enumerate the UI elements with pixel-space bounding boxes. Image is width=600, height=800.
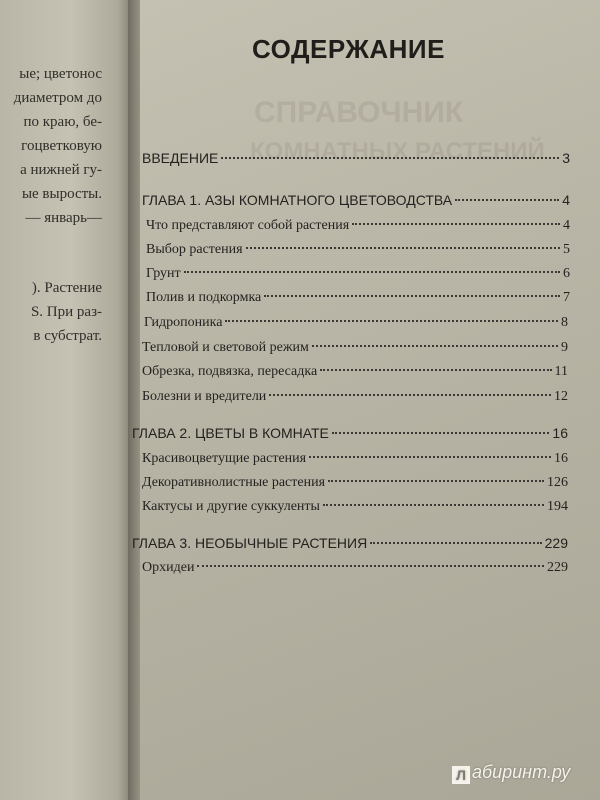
toc-entry-label: Грунт bbox=[146, 266, 181, 281]
toc-entry-page: 16 bbox=[554, 451, 568, 466]
toc-entry-page: 5 bbox=[563, 242, 570, 257]
toc-entry-label: Выбор растения bbox=[146, 242, 243, 257]
toc-entry-label: ГЛАВА 1. АЗЫ КОМНАТНОГО ЦВЕТОВОДСТВА bbox=[142, 192, 453, 208]
dot-leader bbox=[197, 565, 544, 567]
show-through-text: КОМНАТНЫХ РАСТЕНИЙ bbox=[250, 138, 545, 165]
dot-leader bbox=[352, 223, 560, 225]
toc-entry-section bbox=[142, 389, 568, 405]
left-page-line: гоцветковую bbox=[21, 138, 102, 154]
paragraph-gap bbox=[14, 230, 102, 276]
toc-entry-label: Орхидеи bbox=[142, 560, 195, 575]
watermark-text: абиринт.ру bbox=[472, 762, 571, 782]
toc-entry-section bbox=[146, 266, 570, 282]
toc-entry-section bbox=[142, 475, 568, 491]
toc-title: СОДЕРЖАНИЕ bbox=[252, 34, 445, 64]
dot-leader bbox=[225, 320, 558, 322]
toc-entry-page: 6 bbox=[563, 266, 570, 281]
toc-entry-page: 126 bbox=[547, 475, 568, 490]
toc-entry-label: Декоративнолистные растения bbox=[142, 475, 326, 490]
dot-leader bbox=[328, 480, 544, 482]
toc-entry-section bbox=[142, 499, 568, 515]
toc-entry-chapter-2 bbox=[132, 425, 568, 441]
toc-entry-section bbox=[142, 451, 568, 467]
show-through-text: СПРАВОЧНИК bbox=[254, 96, 464, 129]
left-page-line: S. При раз- bbox=[30, 304, 102, 320]
toc-entry-page: 8 bbox=[561, 315, 568, 330]
dot-leader bbox=[320, 369, 551, 371]
toc-entry-chapter-3 bbox=[132, 535, 568, 551]
toc-entry-page: 3 bbox=[562, 150, 570, 166]
labirint-logo-icon: Л bbox=[452, 766, 470, 784]
left-page-line: ). Растение bbox=[31, 280, 102, 296]
left-page-line: ые выросты. bbox=[21, 186, 102, 202]
toc-entry-label: Красивоцветущие растения bbox=[142, 451, 307, 466]
dot-leader bbox=[264, 295, 560, 297]
dot-leader bbox=[332, 432, 550, 434]
left-page-text bbox=[14, 62, 102, 348]
left-page-line: по краю, бе- bbox=[23, 114, 102, 130]
toc-entry-page: 11 bbox=[554, 364, 568, 379]
dot-leader bbox=[309, 456, 551, 458]
labirint-watermark bbox=[452, 762, 570, 784]
toc-entry-label: Что представляют собой растения bbox=[146, 218, 350, 233]
toc-entry-section bbox=[142, 560, 568, 576]
left-page-line: а нижней гу- bbox=[20, 162, 102, 178]
dot-leader bbox=[246, 247, 560, 249]
toc-entry-label: ВВЕДЕНИЕ bbox=[142, 150, 219, 166]
left-page-line: диаметром до bbox=[13, 90, 102, 106]
toc-entry-introduction bbox=[142, 150, 570, 166]
toc-entry-section bbox=[142, 364, 568, 380]
toc-entry-label: Болезни и вредители bbox=[142, 389, 267, 404]
toc-entry-page: 194 bbox=[547, 499, 568, 514]
left-page-line: ые; цветонос bbox=[19, 66, 102, 82]
toc-entry-page: 7 bbox=[563, 290, 570, 305]
left-page bbox=[0, 0, 128, 800]
dot-leader bbox=[221, 157, 559, 159]
toc-entry-label: Кактусы и другие суккуленты bbox=[142, 499, 320, 514]
dot-leader bbox=[370, 542, 541, 544]
toc-entry-page: 4 bbox=[563, 218, 570, 233]
left-page-line: — январь— bbox=[25, 210, 102, 226]
toc-entry-label: Полив и подкормка bbox=[146, 290, 262, 305]
toc-entry-section bbox=[142, 340, 568, 356]
toc-entry-section bbox=[146, 218, 570, 234]
toc-entry-label: Тепловой и световой режим bbox=[142, 340, 309, 355]
toc-entry-label: ГЛАВА 3. НЕОБЫЧНЫЕ РАСТЕНИЯ bbox=[132, 535, 368, 551]
dot-leader bbox=[184, 271, 560, 273]
dot-leader bbox=[312, 345, 558, 347]
toc-entry-page: 12 bbox=[554, 389, 568, 404]
toc-entry-label: ГЛАВА 2. ЦВЕТЫ В КОМНАТЕ bbox=[132, 425, 329, 441]
toc-entry-page: 4 bbox=[562, 192, 570, 208]
toc-entry-page: 229 bbox=[544, 535, 568, 551]
dot-leader bbox=[323, 504, 544, 506]
toc-entry-label: Гидропоника bbox=[144, 315, 223, 330]
toc-entry-section bbox=[146, 290, 570, 306]
toc-entry-page: 9 bbox=[561, 340, 568, 355]
toc-entry-section bbox=[144, 315, 568, 331]
toc-entry-label: Обрезка, подвязка, пересадка bbox=[142, 364, 318, 379]
dot-leader bbox=[455, 199, 559, 201]
left-page-line: в субстрат. bbox=[33, 328, 102, 344]
toc-entry-section bbox=[146, 242, 570, 258]
toc-entry-page: 16 bbox=[552, 425, 568, 441]
dot-leader bbox=[269, 394, 551, 396]
toc-entry-page: 229 bbox=[547, 560, 568, 575]
toc-entry-chapter-1 bbox=[142, 192, 570, 208]
